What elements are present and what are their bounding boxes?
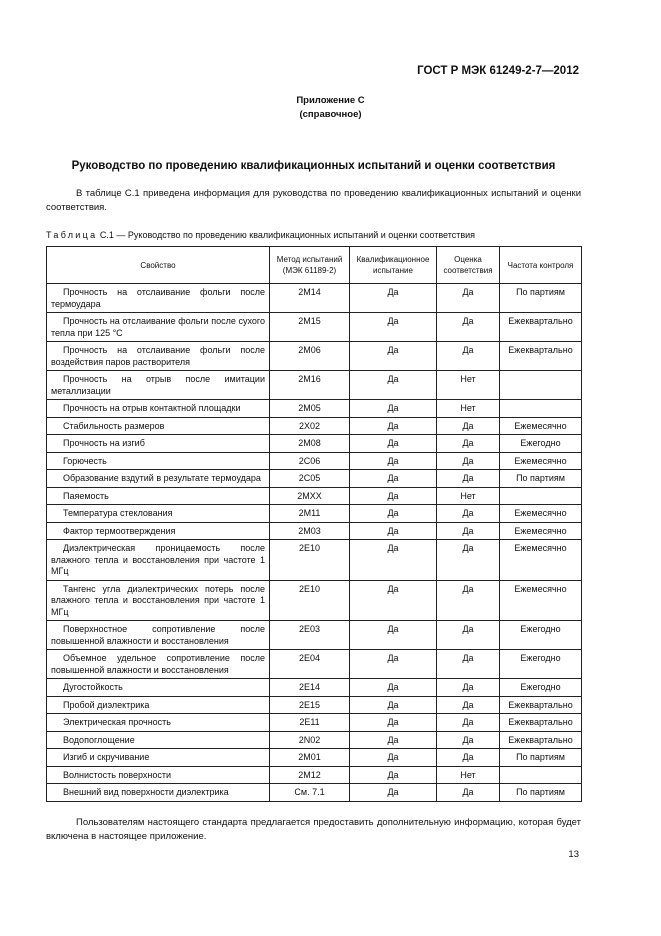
cell-property [47, 470, 270, 488]
property-text: Прочность на отслаивание фольги после воздействия паров растворителя [51, 345, 265, 367]
cell-conformity: Да [437, 313, 500, 342]
table-row [47, 580, 582, 621]
footer-note: Пользователям настоящего стандарта предлагается предоставить дополнительную информацию, которая будет включена в настоящее приложение. [46, 817, 581, 842]
property-text: Диэлектрическая проницаемость после влажного тепла и восстановления при частоте 1 МГц [51, 543, 265, 576]
cell-qualification: Да [350, 470, 437, 488]
cell-property [47, 731, 270, 749]
cell-property [47, 452, 270, 470]
cell-qualification: Да [350, 284, 437, 313]
cell-frequency: По партиям [500, 284, 582, 313]
cell-qualification: Да [350, 696, 437, 714]
cell-conformity: Нет [437, 400, 500, 418]
table-row [47, 452, 582, 470]
cell-property [47, 487, 270, 505]
standard-designation: ГОСТ Р МЭК 61249-2-7—2012 [417, 65, 579, 77]
cell-conformity: Да [437, 679, 500, 697]
cell-property [47, 650, 270, 679]
cell-qualification: Да [350, 679, 437, 697]
cell-qualification: Да [350, 580, 437, 621]
cell-method: 2M01 [270, 749, 350, 767]
cell-qualification: Да [350, 766, 437, 784]
cell-qualification: Да [350, 749, 437, 767]
cell-frequency: Ежемесячно [500, 452, 582, 470]
cell-method: 2M03 [270, 522, 350, 540]
cell-qualification: Да [350, 313, 437, 342]
table-row [47, 522, 582, 540]
table-row [47, 540, 582, 581]
cell-method: 2E04 [270, 650, 350, 679]
property-text: Фактор термоотверждения [63, 525, 176, 536]
cell-method: 2N02 [270, 731, 350, 749]
cell-method: 2M16 [270, 371, 350, 400]
table-caption-text: С.1 — Руководство по проведению квалификационных испытаний и оценки соответствия [99, 230, 476, 240]
cell-frequency: Ежеквартально [500, 342, 582, 371]
cell-qualification: Да [350, 417, 437, 435]
table-row [47, 342, 582, 371]
cell-qualification: Да [350, 731, 437, 749]
cell-conformity: Да [437, 696, 500, 714]
cell-property [47, 435, 270, 453]
table-header-row [47, 247, 582, 284]
cell-qualification: Да [350, 400, 437, 418]
cell-conformity: Да [437, 749, 500, 767]
cell-property [47, 522, 270, 540]
cell-conformity: Да [437, 580, 500, 621]
cell-qualification: Да [350, 621, 437, 650]
appendix-heading [0, 94, 661, 122]
cell-conformity: Да [437, 522, 500, 540]
table-row [47, 284, 582, 313]
cell-method: 2E11 [270, 714, 350, 732]
cell-method: 2M15 [270, 313, 350, 342]
cell-qualification: Да [350, 435, 437, 453]
table-row [47, 435, 582, 453]
cell-property [47, 540, 270, 581]
appendix-subtitle: (справочное) [299, 109, 362, 120]
cell-conformity: Да [437, 470, 500, 488]
table-row [47, 749, 582, 767]
cell-frequency [500, 487, 582, 505]
cell-qualification: Да [350, 505, 437, 523]
cell-conformity: Да [437, 714, 500, 732]
table-row [47, 470, 582, 488]
cell-property [47, 371, 270, 400]
cell-frequency [500, 371, 582, 400]
property-text: Горючесть [63, 455, 107, 466]
cell-qualification: Да [350, 487, 437, 505]
cell-property [47, 621, 270, 650]
table-row [47, 371, 582, 400]
property-text: Объемное удельное сопротивление после повышенной влажности и восстановления [51, 653, 265, 675]
property-text: Прочность на отрыв после имитации металлизации [51, 374, 265, 396]
cell-qualification: Да [350, 371, 437, 400]
cell-qualification: Да [350, 522, 437, 540]
cell-frequency: Ежеквартально [500, 731, 582, 749]
cell-method: 2E14 [270, 679, 350, 697]
cell-conformity: Да [437, 540, 500, 581]
table-row [47, 417, 582, 435]
cell-method: 2M14 [270, 284, 350, 313]
cell-qualification: Да [350, 540, 437, 581]
table-row [47, 621, 582, 650]
cell-property [47, 313, 270, 342]
cell-property [47, 749, 270, 767]
cell-frequency: Ежемесячно [500, 522, 582, 540]
property-text: Прочность на отслаивание фольги после сухого тепла при 125 °С [51, 316, 265, 338]
table-caption [46, 230, 475, 240]
property-text: Прочность на отрыв контактной площадки [63, 403, 241, 413]
table-row [47, 679, 582, 697]
table-row [47, 650, 582, 679]
qualification-table [46, 246, 582, 802]
property-text: Тангенс угла диэлектрических потерь после влажного тепла и восстановления при частоте 1 МГц [51, 583, 265, 617]
cell-frequency: Ежеквартально [500, 696, 582, 714]
table-row [47, 696, 582, 714]
table-row [47, 731, 582, 749]
cell-method: 2M06 [270, 342, 350, 371]
cell-qualification: Да [350, 784, 437, 802]
cell-qualification: Да [350, 650, 437, 679]
cell-frequency: Ежеквартально [500, 313, 582, 342]
property-text: Водопоглощение [63, 734, 135, 745]
cell-method: 2E03 [270, 621, 350, 650]
cell-qualification: Да [350, 452, 437, 470]
cell-conformity: Да [437, 417, 500, 435]
cell-property [47, 714, 270, 732]
cell-method: 2X02 [270, 417, 350, 435]
table-row [47, 400, 582, 418]
cell-conformity: Да [437, 452, 500, 470]
header-conformity: Оценка соответствия [437, 247, 500, 284]
cell-frequency: По партиям [500, 749, 582, 767]
cell-method: 2E10 [270, 540, 350, 581]
cell-property [47, 696, 270, 714]
property-text: Пробой диэлектрика [63, 699, 150, 710]
cell-conformity: Да [437, 621, 500, 650]
header-property: Свойство [47, 247, 270, 284]
cell-frequency [500, 766, 582, 784]
cell-property [47, 505, 270, 523]
table-caption-label: Таблица [46, 230, 98, 240]
table-row [47, 487, 582, 505]
cell-property [47, 784, 270, 802]
page-number: 13 [568, 849, 579, 860]
cell-conformity: Нет [437, 487, 500, 505]
page-title: Руководство по проведению квалификационных испытаний и оценки соответствия [71, 160, 556, 172]
property-text: Внешний вид поверхности диэлектрика [63, 787, 229, 797]
table-row [47, 714, 582, 732]
cell-qualification: Да [350, 342, 437, 371]
property-text: Паяемость [63, 490, 109, 501]
cell-conformity: Да [437, 505, 500, 523]
cell-property [47, 342, 270, 371]
cell-conformity: Нет [437, 766, 500, 784]
cell-property [47, 766, 270, 784]
property-text: Волнистость поверхности [63, 769, 171, 780]
header-method: Метод испытаний (МЭК 61189-2) [270, 247, 350, 284]
cell-method: 2M11 [270, 505, 350, 523]
intro-paragraph: В таблице С.1 приведена информация для руководства по проведению квалификационных испытаний и оценки соответствия. [46, 188, 581, 213]
property-text: Изгиб и скручивание [63, 752, 150, 762]
cell-method: 2M05 [270, 400, 350, 418]
property-text: Прочность на изгиб [63, 438, 145, 448]
table-row [47, 766, 582, 784]
cell-conformity: Да [437, 435, 500, 453]
cell-conformity: Да [437, 342, 500, 371]
cell-conformity: Да [437, 784, 500, 802]
property-text: Прочность на отслаивание фольги после термоудара [51, 287, 265, 309]
cell-frequency: Ежемесячно [500, 417, 582, 435]
cell-frequency: Ежегодно [500, 435, 582, 453]
cell-conformity: Да [437, 284, 500, 313]
cell-frequency: Ежегодно [500, 679, 582, 697]
cell-frequency: По партиям [500, 784, 582, 802]
cell-method: 2E10 [270, 580, 350, 621]
property-text: Температура стеклования [63, 508, 173, 518]
cell-method: 2C05 [270, 470, 350, 488]
cell-frequency [500, 400, 582, 418]
cell-method: 2M12 [270, 766, 350, 784]
table-row [47, 784, 582, 802]
cell-conformity: Да [437, 650, 500, 679]
cell-method: См. 7.1 [270, 784, 350, 802]
cell-frequency: Ежегодно [500, 650, 582, 679]
property-text: Поверхностное сопротивление после повышенной влажности и восстановления [51, 624, 265, 646]
cell-method: 2MXX [270, 487, 350, 505]
property-text: Стабильность размеров [63, 420, 165, 431]
cell-property [47, 417, 270, 435]
cell-method: 2M08 [270, 435, 350, 453]
cell-frequency: Ежемесячно [500, 540, 582, 581]
table-row [47, 505, 582, 523]
property-text: Образование вздутий в результате термоудара [63, 473, 261, 483]
property-text: Электрическая прочность [63, 717, 171, 727]
cell-frequency: По партиям [500, 470, 582, 488]
cell-qualification: Да [350, 714, 437, 732]
cell-conformity: Нет [437, 371, 500, 400]
cell-method: 2C06 [270, 452, 350, 470]
header-qualification: Квалификационное испытание [350, 247, 437, 284]
property-text: Дугостойкость [63, 682, 123, 692]
header-frequency: Частота контроля [500, 247, 582, 284]
cell-property [47, 679, 270, 697]
table-row [47, 313, 582, 342]
cell-property [47, 400, 270, 418]
cell-property [47, 284, 270, 313]
cell-frequency: Ежегодно [500, 621, 582, 650]
cell-frequency: Ежемесячно [500, 505, 582, 523]
cell-method: 2E15 [270, 696, 350, 714]
cell-frequency: Ежемесячно [500, 580, 582, 621]
cell-frequency: Ежеквартально [500, 714, 582, 732]
appendix-title: Приложение С [296, 95, 365, 106]
cell-property [47, 580, 270, 621]
cell-conformity: Да [437, 731, 500, 749]
table-body [47, 284, 582, 802]
